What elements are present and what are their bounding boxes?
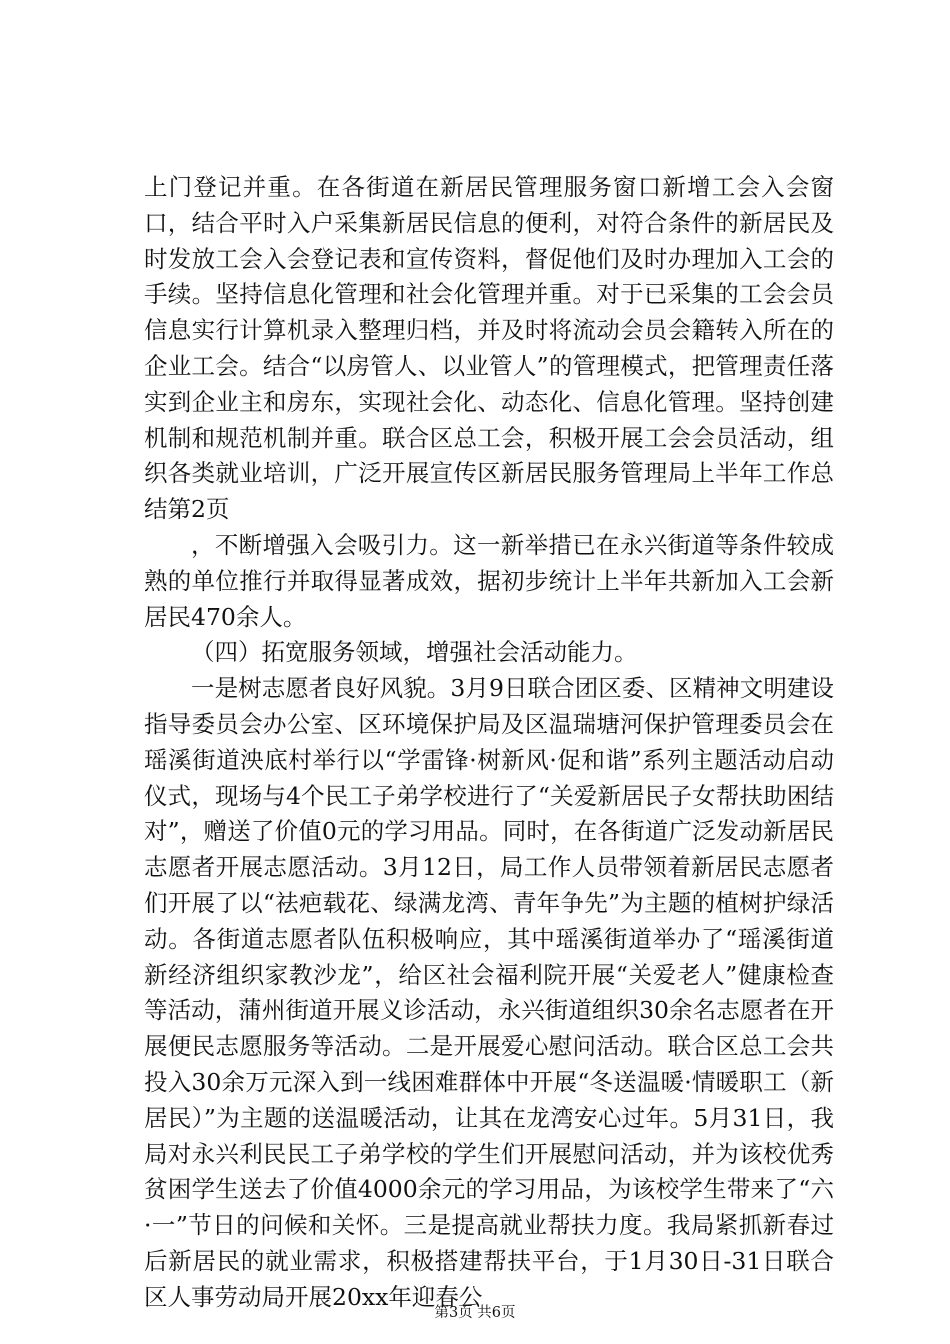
paragraph-1: 上门登记并重。在各街道在新居民管理服务窗口新增工会入会窗口，结合平时入户采集新居民信息的便利，对符合条件的新居民及时发放工会入会登记表和宣传资料，督促他们及时办理加入工会的手续。坚持信息化管理和社会化管理并重。对于已采集的工会会员信息实行计算机录入整理归档，并及时将流动会员会籍转入所在的企业工会。结合“以房管人、以业管人”的管理模式，把管理责任落实到企业主和房东，实现社会化、动态化、信息化管理。坚持创建机制和规范机制并重。联合区总工会，积极开展工会会员活动，组织各类就业培训，广泛开展宣传区新居民服务管理局上半年工作总结第2页: [144, 173, 834, 524]
page-footer: 第3页 共6页: [434, 1305, 516, 1321]
paragraph-2: ，不断增强入会吸引力。这一新举措已在永兴街道等条件较成熟的单位推行并取得显著成效，据初步统计上半年共新加入工会新居民470余人。: [144, 530, 834, 631]
body-text: [144, 170, 834, 1316]
paragraph-3: 一是树志愿者良好风貌。3月9日联合团区委、区精神文明建设指导委员会办公室、区环境保护局及区温瑞塘河保护管理委员会在瑶溪街道泱底村举行以“学雷锋·树新风·促和谐”系列主题活动启动仪式，现场与4个民工子弟学校进行了“关爱新居民子女帮扶助困结对”，赠送了价值0元的学习用品。同时，在各街道广泛发动新居民志愿者开展志愿活动。3月12日，局工作人员带领着新居民志愿者们开展了以“祛疤载花、绿满龙湾、青年争先”为主题的植树护绿活动。各街道志愿者队伍积极响应，其中瑶溪街道举办了“瑶溪街道新经济组织家教沙龙”，给区社会福利院开展“关爱老人”健康检查等活动，蒲州街道开展义诊活动，永兴街道组织30余名志愿者在开展便民志愿服务等活动。二是开展爱心慰问活动。联合区总工会共投入30余万元深入到一线困难群体中开展“冬送温暖·情暖职工（新居民）”为主题的送温暖活动，让其在龙湾安心过年。5月31日，我局对永兴利民民工子弟学校的学生们开展慰问活动，并为该校优秀贫困学生送去了价值4000余元的学习用品，为该校学生带来了“六·一”节日的问候和关怀。三是提高就业帮扶力度。我局紧抓新春过后新居民的就业需求，积极搭建帮扶平台，于1月30日-31日联合区人事劳动局开展20xx年迎春公: [144, 674, 834, 1311]
section-heading-4: （四）拓宽服务领域，增强社会活动能力。: [191, 638, 638, 667]
